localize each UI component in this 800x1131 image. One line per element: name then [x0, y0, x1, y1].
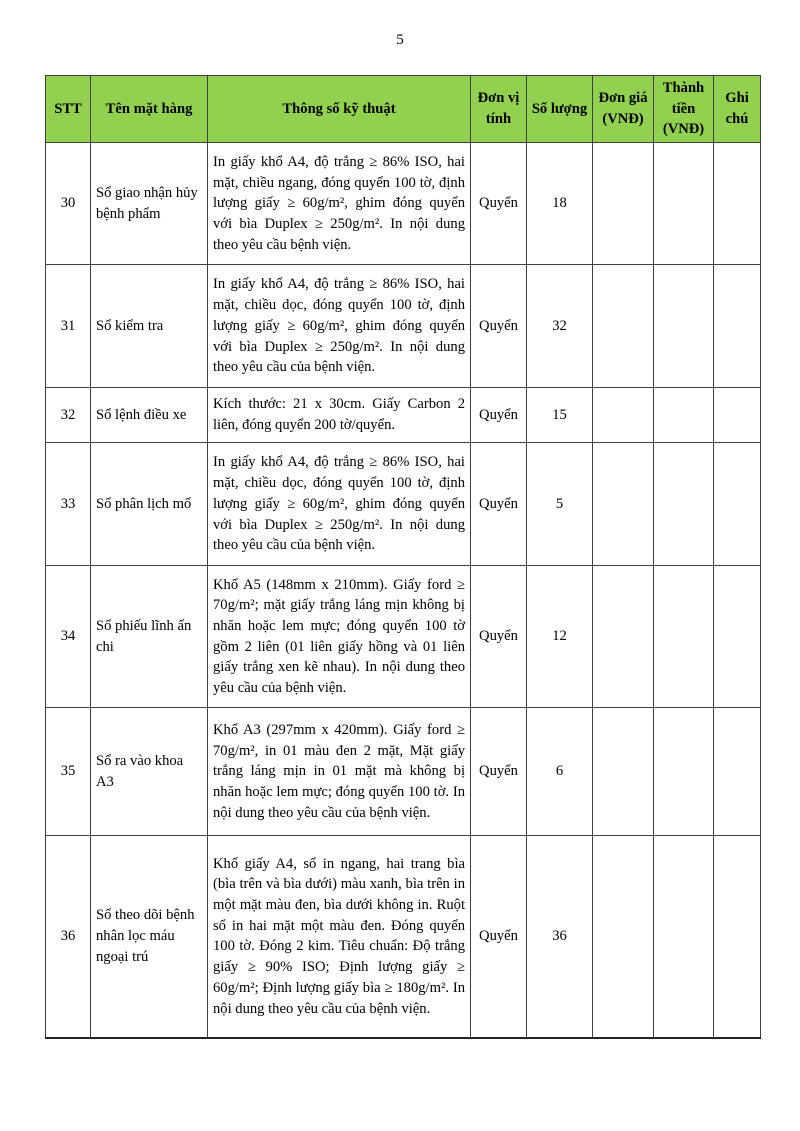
- total-cell: [654, 836, 714, 1038]
- total-cell: [654, 566, 714, 708]
- quantity-cell: 12: [527, 566, 593, 708]
- table-row: [46, 566, 761, 708]
- note-cell: [714, 836, 761, 1038]
- header-stt: STT: [46, 76, 91, 143]
- unit-price-cell: [593, 443, 654, 566]
- spec-cell: Khổ A5 (148mm x 210mm). Giấy ford ≥ 70g/m²; mặt giấy trắng láng mịn không bị nhăn hoặc lem mực; đóng quyển 100 tờ gồm 2 liên (01 liên giấy hồng và 01 liên giấy trắng xen kẽ nhau). In nội dung theo yêu cầu của bệnh viện.: [208, 566, 471, 708]
- item-name-cell: Sổ phân lịch mổ: [91, 443, 208, 566]
- stt-cell: 31: [46, 265, 91, 388]
- stt-cell: 32: [46, 388, 91, 443]
- unit-price-cell: [593, 836, 654, 1038]
- total-cell: [654, 143, 714, 265]
- table-row: [46, 836, 761, 1038]
- item-name-cell: Sổ ra vào khoa A3: [91, 708, 208, 836]
- note-cell: [714, 566, 761, 708]
- item-name-cell: Sổ theo dõi bệnh nhân lọc máu ngoại trú: [91, 836, 208, 1038]
- unit-cell: Quyển: [471, 143, 527, 265]
- spec-cell: Kích thước: 21 x 30cm. Giấy Carbon 2 liên, đóng quyển 200 tờ/quyển.: [208, 388, 471, 443]
- total-cell: [654, 388, 714, 443]
- table-row: [46, 443, 761, 566]
- header-spec: Thông số kỹ thuật: [208, 76, 471, 143]
- stt-cell: 30: [46, 143, 91, 265]
- header-unit: Đơn vị tính: [471, 76, 527, 143]
- header-quantity: Số lượng: [527, 76, 593, 143]
- header-unit-price: Đơn giá (VNĐ): [593, 76, 654, 143]
- table-body: [46, 143, 761, 1038]
- note-cell: [714, 708, 761, 836]
- unit-price-cell: [593, 143, 654, 265]
- table-row: [46, 143, 761, 265]
- stt-cell: 34: [46, 566, 91, 708]
- header-note: Ghi chú: [714, 76, 761, 143]
- quantity-cell: 6: [527, 708, 593, 836]
- header-item-name: Tên mặt hàng: [91, 76, 208, 143]
- unit-price-cell: [593, 566, 654, 708]
- page-number: 5: [396, 32, 404, 48]
- header-total: Thành tiền (VNĐ): [654, 76, 714, 143]
- stt-cell: 36: [46, 836, 91, 1038]
- table-header-row: [46, 76, 761, 143]
- spec-cell: In giấy khổ A4, độ trắng ≥ 86% ISO, hai mặt, chiều dọc, đóng quyển 100 tờ, định lượng giấy ≥ 60g/m², ghim đóng quyển với bìa Duplex ≥ 250g/m². In nội dung theo yêu cầu của bệnh viện.: [208, 443, 471, 566]
- spec-cell: In giấy khổ A4, độ trắng ≥ 86% ISO, hai mặt, chiều ngang, đóng quyển 100 tờ, định lượng giấy ≥ 60g/m², ghim đóng quyển với bìa Duplex ≥ 250g/m². In nội dung theo yêu cầu bệnh viện.: [208, 143, 471, 265]
- table-row: [46, 708, 761, 836]
- items-table: [45, 75, 761, 1039]
- total-cell: [654, 708, 714, 836]
- quantity-cell: 36: [527, 836, 593, 1038]
- note-cell: [714, 265, 761, 388]
- unit-cell: Quyển: [471, 708, 527, 836]
- unit-cell: Quyển: [471, 566, 527, 708]
- item-name-cell: Sổ kiểm tra: [91, 265, 208, 388]
- item-name-cell: Sổ phiếu lĩnh ấn chi: [91, 566, 208, 708]
- note-cell: [714, 388, 761, 443]
- unit-cell: Quyển: [471, 388, 527, 443]
- quantity-cell: 18: [527, 143, 593, 265]
- table-row: [46, 388, 761, 443]
- unit-price-cell: [593, 708, 654, 836]
- spec-cell: Khổ giấy A4, sổ in ngang, hai trang bìa (bìa trên và bìa dưới) màu xanh, bìa trên in một mặt màu đen, bìa dưới không in. Ruột sổ in hai mặt một màu đen. Đóng quyển 100 tờ. Đóng 2 kim. Tiêu chuẩn: Độ trắng giấy ≥ 90% ISO; Định lượng giấy ≥ 60g/m²; Định lượng giấy bìa ≥ 180g/m². In nội dung theo yêu cầu của bệnh viện.: [208, 836, 471, 1038]
- quantity-cell: 15: [527, 388, 593, 443]
- unit-price-cell: [593, 388, 654, 443]
- table-row: [46, 265, 761, 388]
- note-cell: [714, 443, 761, 566]
- total-cell: [654, 443, 714, 566]
- unit-cell: Quyển: [471, 836, 527, 1038]
- unit-cell: Quyển: [471, 265, 527, 388]
- item-name-cell: Sổ giao nhận hủy bệnh phẩm: [91, 143, 208, 265]
- note-cell: [714, 143, 761, 265]
- stt-cell: 33: [46, 443, 91, 566]
- total-cell: [654, 265, 714, 388]
- quantity-cell: 5: [527, 443, 593, 566]
- unit-price-cell: [593, 265, 654, 388]
- unit-cell: Quyển: [471, 443, 527, 566]
- item-name-cell: Sổ lệnh điều xe: [91, 388, 208, 443]
- quantity-cell: 32: [527, 265, 593, 388]
- spec-cell: In giấy khổ A4, độ trắng ≥ 86% ISO, hai mặt, chiều dọc, đóng quyển 100 tờ, định lượng giấy ≥ 60g/m², ghim đóng quyển với bìa Duplex ≥ 250g/m². In nội dung theo yêu cầu của bệnh viện.: [208, 265, 471, 388]
- spec-cell: Khổ A3 (297mm x 420mm). Giấy ford ≥ 70g/m², in 01 màu đen 2 mặt, Mặt giấy trắng láng mịn in 01 mặt mà không bị nhăn hoặc lem mực; đóng quyển 100 tờ. In nội dung theo yêu cầu của bệnh viện.: [208, 708, 471, 836]
- stt-cell: 35: [46, 708, 91, 836]
